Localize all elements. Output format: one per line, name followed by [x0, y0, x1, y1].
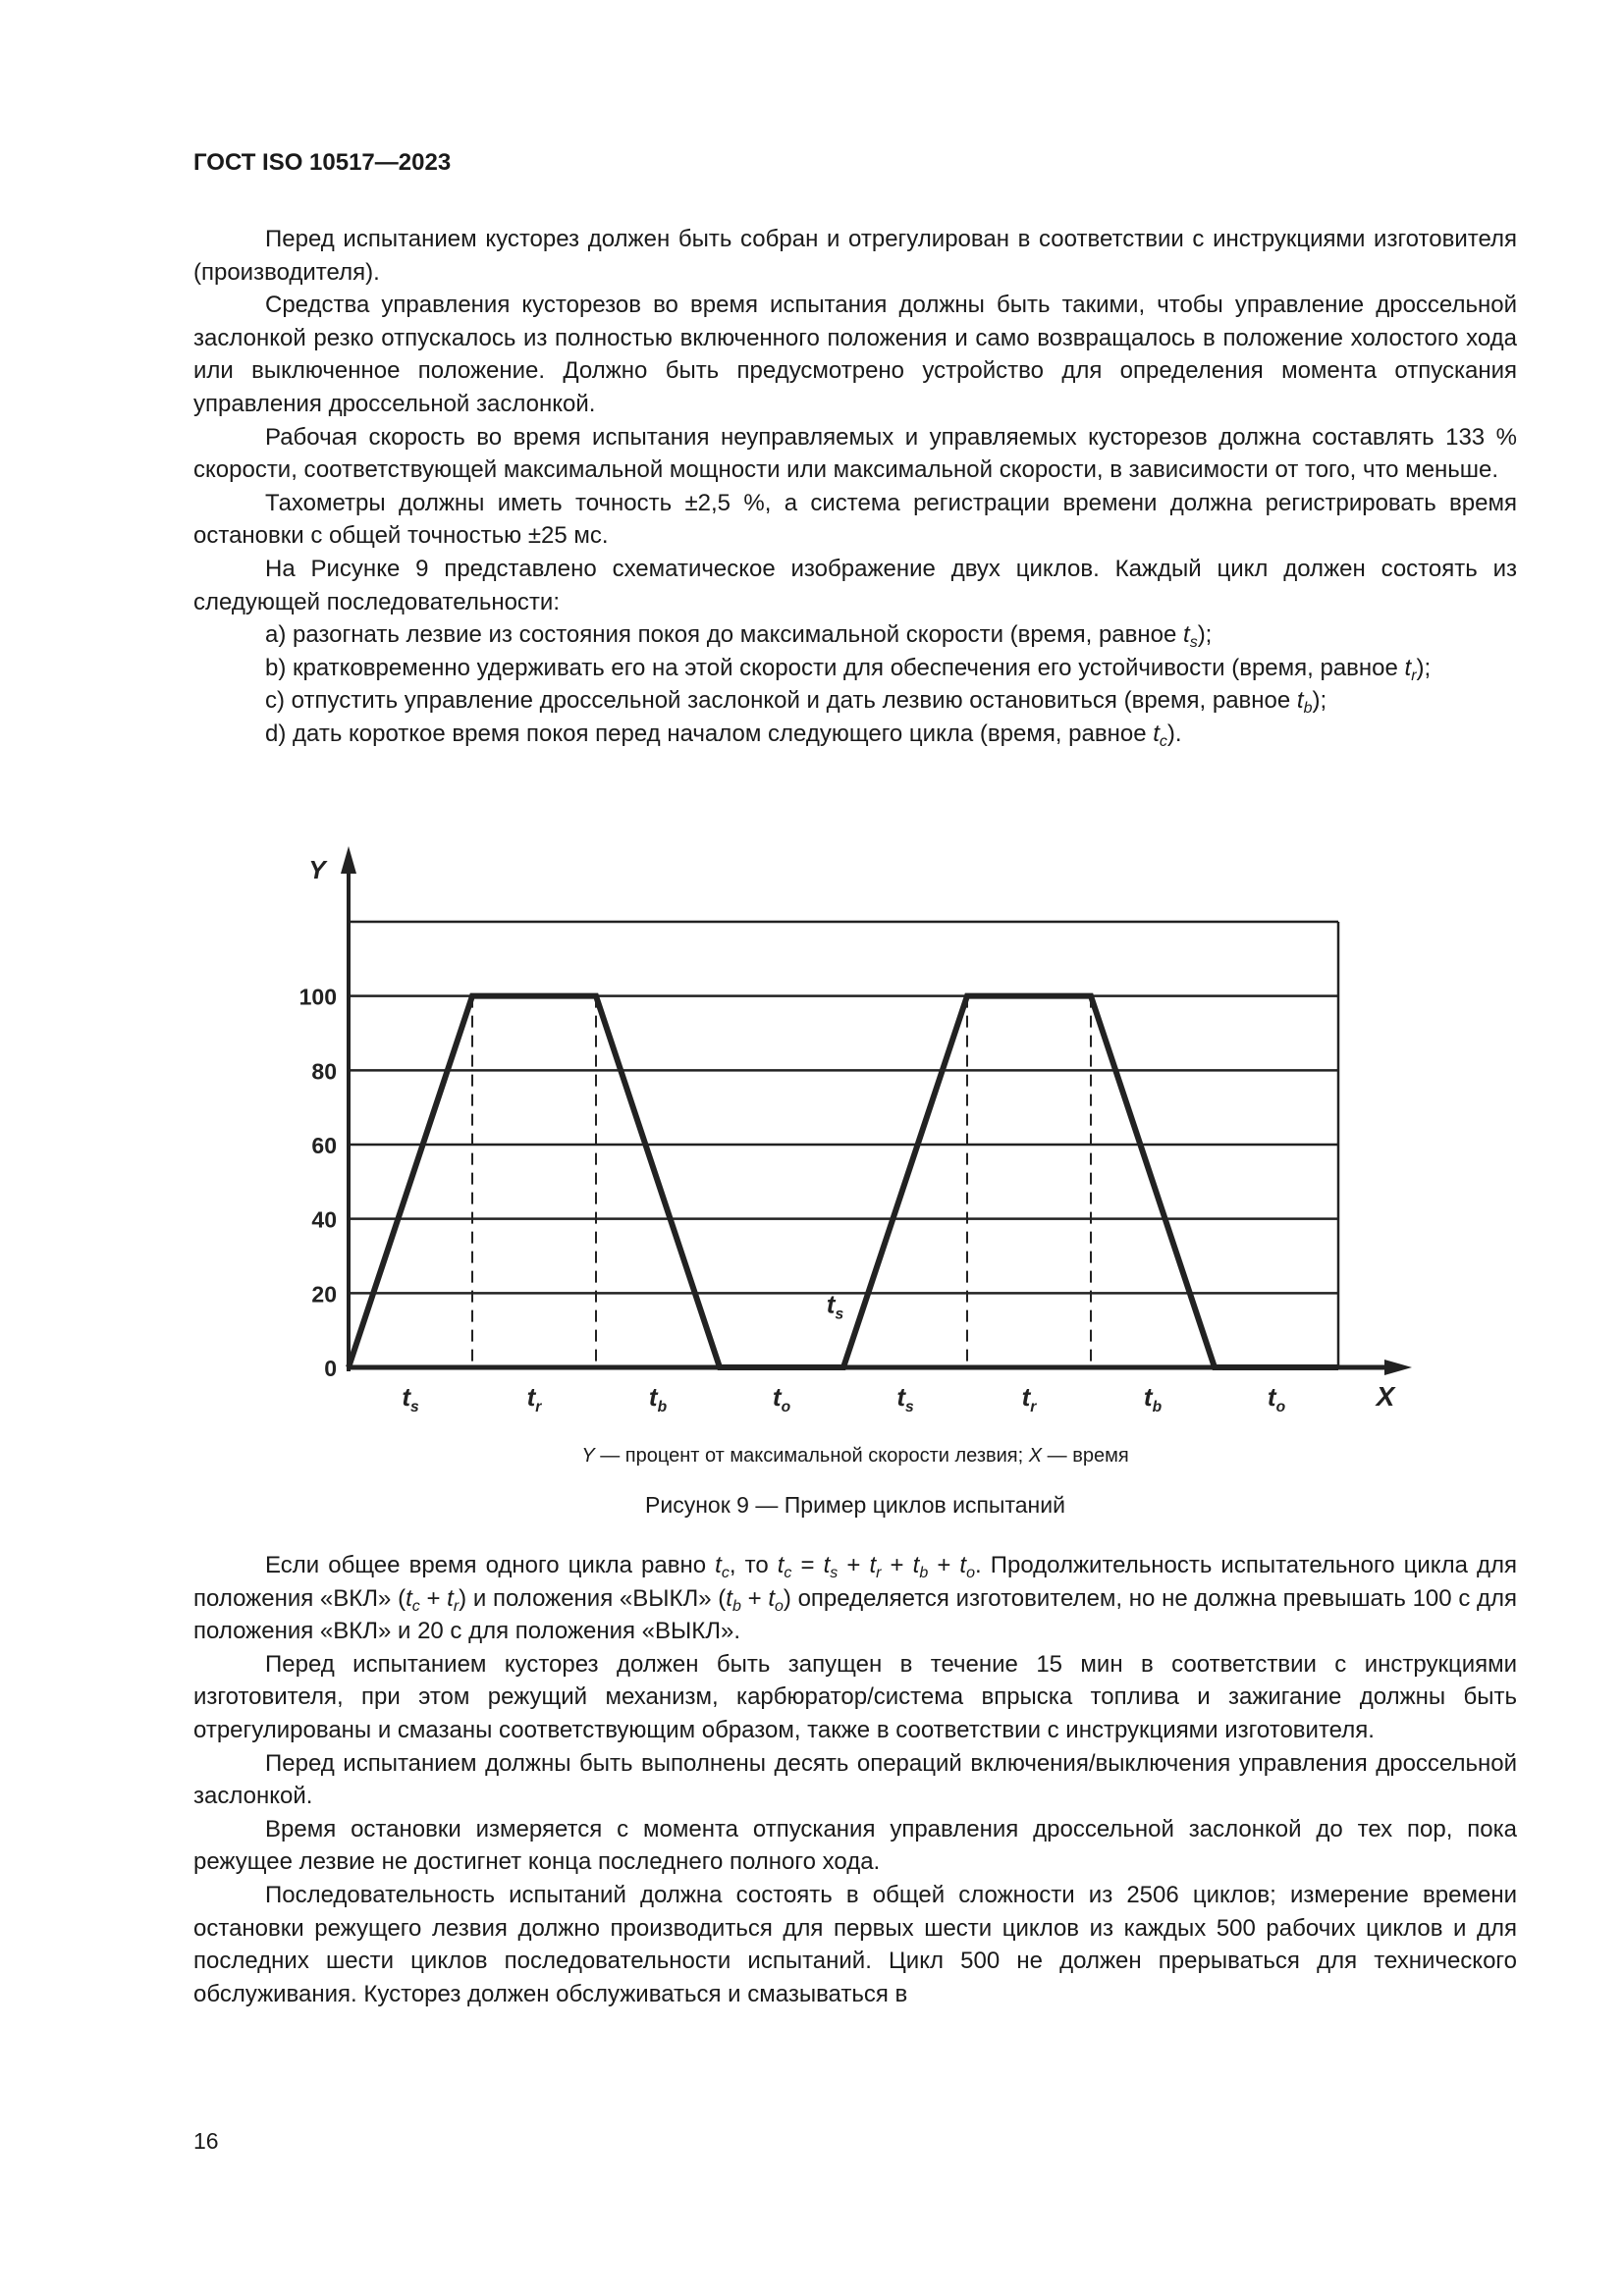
x-segment-label: $t_b$: [648, 1382, 668, 1415]
x-segment-label: $t_s$: [402, 1382, 419, 1415]
document-header: ГОСТ ISO 10517—2023: [193, 149, 452, 176]
math-variable: $t_b$: [726, 1584, 741, 1615]
paragraph: На Рисунке 9 представлено схематическое изображение двух циклов. Каждый цикл должен состоять из следующей последовательности:: [193, 555, 1517, 615]
paragraph: Средства управления кусторезов во время испытания должны быть такими, чтобы управление дроссельной заслонкой резко отпускалось из полностью включенного положения и само возвращалось в положение холостого хода или выключенное положение. Должно быть предусмотрено устройство для определения момента отпускания управления дроссельной заслонкой.: [193, 292, 1517, 417]
x-axis-label: X: [1376, 1381, 1395, 1412]
paragraph: d) дать короткое время покоя перед началом следующего цикла (время, равное $t_c$).: [265, 720, 1182, 750]
paragraph: a) разогнать лезвие из состояния покоя до максимальной скорости (время, равное $t_s$);: [265, 621, 1213, 652]
y-tick-label: 40: [311, 1206, 337, 1233]
x-segment-label: $t_o$: [772, 1382, 791, 1415]
y-axis-label: Y: [308, 855, 326, 884]
math-variable: $t_s$: [1183, 621, 1198, 652]
paragraph: Если общее время одного цикла равно $t_c$, то $t_c = t_s + t_r + t_b + t_o$. Продолжительность испытательного цикла для положения «ВКЛ» $(t_c + t_r)$ и положения «ВЫКЛ» $(t_b + t_o)$ определяется изготовителем, но не должна превышать 100 с для положения «ВКЛ» и 20 с для положения «ВЫКЛ».: [193, 1552, 1518, 1645]
math-variable: $t_c$: [406, 1584, 420, 1615]
legend-y-text: — процент от максимальной скорости лезвия;: [594, 1445, 1029, 1467]
x-segment-label: $t_b$: [1143, 1382, 1163, 1415]
math-variable: $t_b$: [1296, 687, 1313, 718]
x-axis-arrow-icon: [1384, 1360, 1412, 1375]
paragraph: Последовательность испытаний должна состоять в общей сложности из 2506 циклов; измерение времени остановки режущего лезвия должно производиться для первых шести циклов из каждых 500 рабочих циклов и для последних шести циклов последовательности испытаний. Цикл 500 не должен прерываться для технического обслуживания. Кусторез должен обслуживаться и смазываться в: [193, 1881, 1517, 2007]
paragraph: Перед испытанием должны быть выполнены десять операций включения/выключения управления дроссельной заслонкой.: [193, 1749, 1517, 1810]
y-tick-label: 100: [298, 984, 337, 1010]
paragraph: c) отпустить управление дроссельной заслонкой и дать лезвию остановиться (время, равное $t_b$);: [265, 687, 1327, 718]
y-axis-arrow-icon: [341, 846, 356, 874]
math-variable: $t_o$: [959, 1552, 975, 1581]
legend-x-text: — время: [1042, 1445, 1129, 1467]
body-text-bottom: [193, 1549, 1517, 2010]
annotation-label: $t_s$: [826, 1289, 844, 1323]
y-tick-label: 60: [311, 1133, 337, 1158]
paragraph: Рабочая скорость во время испытания неуправляемых и управляемых кусторезов должна составлять 133 % скорости, соответствующей максимальной мощности или максимальной скорости, в зависимости от того, что меньше.: [193, 423, 1517, 484]
x-segment-label: $t_r$: [1021, 1382, 1037, 1415]
paragraph: Время остановки измеряется с момента отпускания управления дроссельной заслонкой до тех пор, пока режущее лезвие не достигнет конца последнего полного хода.: [193, 1815, 1517, 1876]
figure-caption: Рисунок 9 — Пример циклов испытаний: [645, 1492, 1065, 1518]
paragraph: Тахометры должны иметь точность ±2,5 %, а система регистрации времени должна регистрировать время остановки с общей точностью ±25 мс.: [193, 489, 1517, 550]
math-variable: $t_c$: [1153, 720, 1167, 750]
math-variable: $t_c$: [715, 1552, 730, 1581]
x-segment-label: $t_s$: [896, 1382, 914, 1415]
paragraph: Перед испытанием кусторез должен быть запущен в течение 15 мин в соответствии с инструкциями изготовителя, при этом режущий механизм, карбюратор/система впрыска топлива и зажигание должны быть отрегулированы и смазаны соответствующим образом, также в соответствии с инструкциями изготовителя.: [193, 1650, 1517, 1743]
figure-legend: [193, 1445, 1517, 1468]
math-variable: $t_s$: [823, 1552, 839, 1581]
x-segment-label: $t_o$: [1267, 1382, 1286, 1415]
math-variable: $t_r$: [869, 1552, 882, 1581]
x-segment-label: $t_r$: [526, 1382, 542, 1415]
paragraph: b) кратковременно удерживать его на этой скорости для обеспечения его устойчивости (время, равное $t_r$);: [265, 654, 1432, 684]
math-variable: $t_b$: [912, 1552, 929, 1581]
math-variable: $t_r$: [1404, 654, 1417, 684]
math-variable: $t_o$: [768, 1584, 784, 1615]
paragraph: Перед испытанием кусторез должен быть собран и отрегулирован в соответствии с инструкциями изготовителя (производителя).: [193, 226, 1517, 286]
y-tick-label: 80: [311, 1058, 337, 1085]
legend-y: Y: [581, 1445, 595, 1467]
math-variable: $t_c$: [777, 1552, 792, 1581]
page-number: 16: [193, 2128, 219, 2154]
y-tick-label: 20: [311, 1281, 337, 1308]
y-tick-label: 0: [324, 1356, 337, 1381]
legend-x: X: [1028, 1445, 1043, 1467]
math-variable: $t_r$: [447, 1584, 460, 1615]
